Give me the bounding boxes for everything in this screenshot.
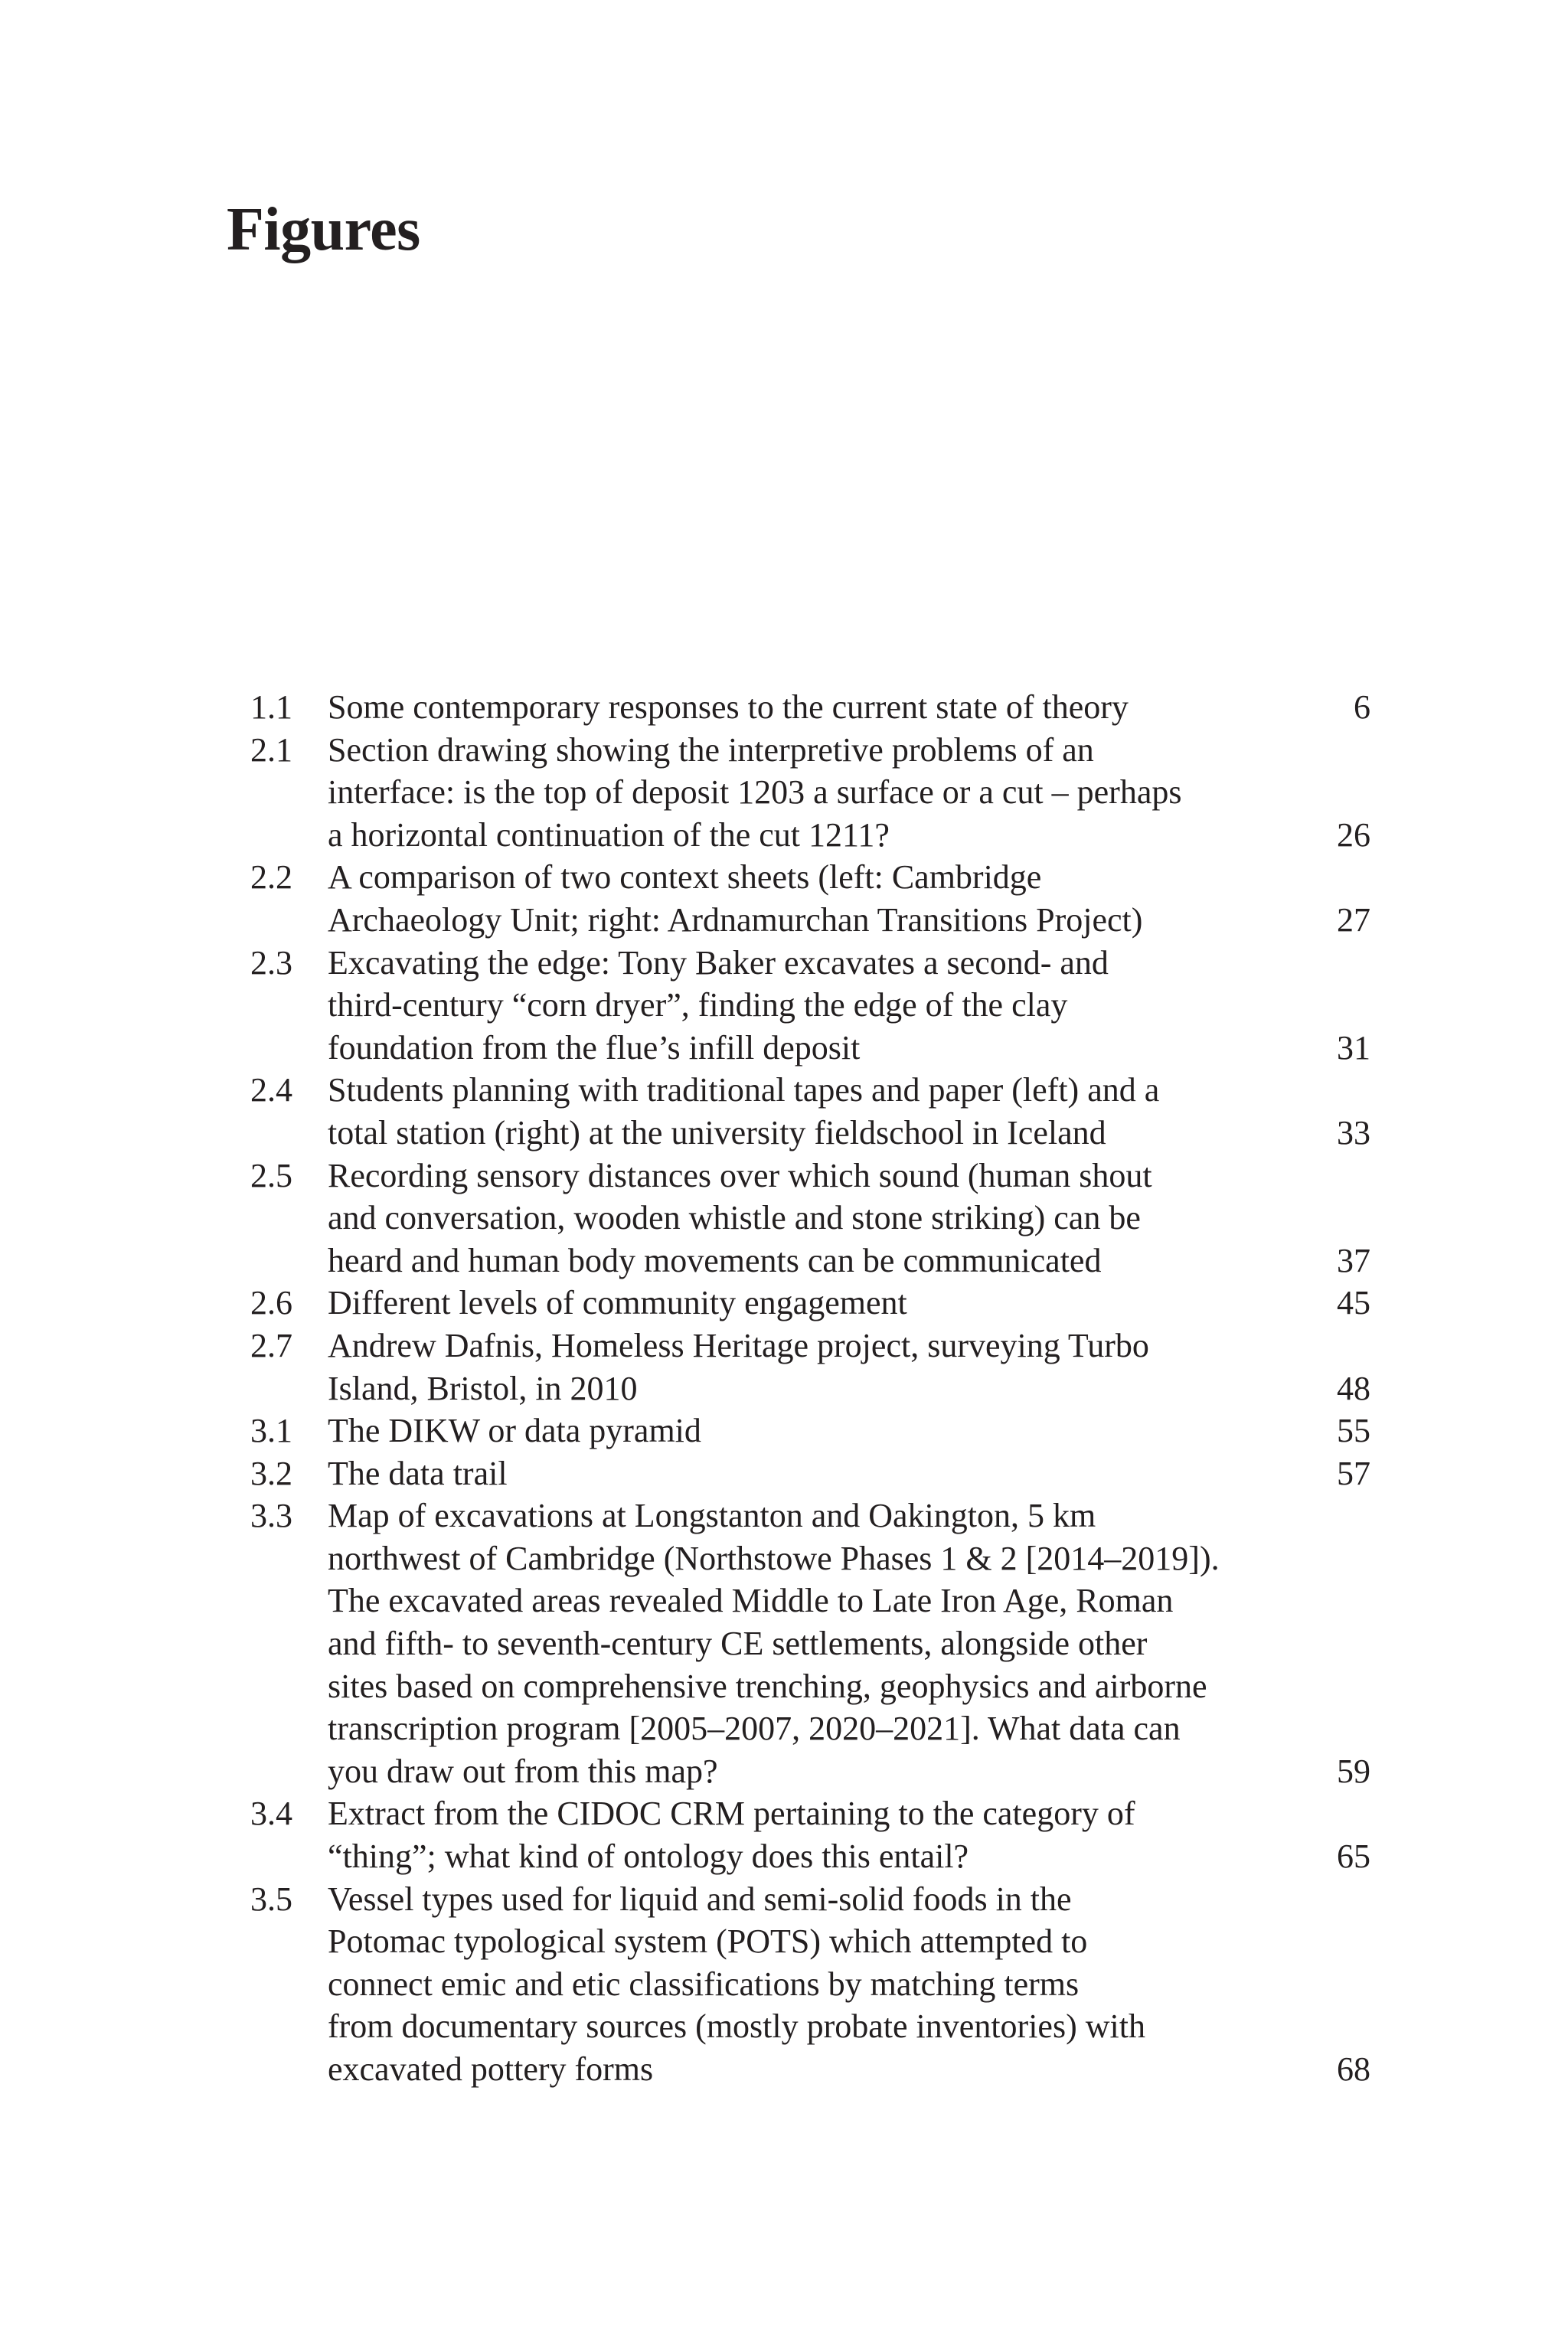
figure-page-number: 65: [1337, 1838, 1370, 1876]
figure-caption: A comparison of two context sheets (left: Cambridge Archaeology Unit; right: Ardnamurchan Transitions Project): [328, 858, 1143, 939]
figure-number: 2.7: [250, 1326, 292, 1364]
figure-number: 2.1: [250, 730, 292, 769]
figure-number: 1.1: [250, 688, 292, 726]
figure-entry: [227, 1452, 1370, 1495]
figure-caption: Excavating the edge: Tony Baker excavates a second- and third-century “corn dryer”, finding the edge of the clay foundation from the flue’s infill deposit: [328, 943, 1109, 1067]
figure-page-number: 59: [1337, 1752, 1370, 1790]
figure-page-number: 55: [1337, 1412, 1370, 1450]
figure-entry: [227, 1410, 1370, 1452]
figure-caption: Different levels of community engagement: [328, 1284, 907, 1322]
figure-entry: [227, 729, 1370, 857]
figure-entry: [227, 1494, 1370, 1792]
figure-page-number: 57: [1337, 1454, 1370, 1492]
figure-page-number: 27: [1337, 900, 1370, 939]
figure-caption: Some contemporary responses to the current state of theory: [328, 688, 1129, 726]
figure-number: 2.3: [250, 943, 292, 982]
figure-entry: [227, 1325, 1370, 1410]
figure-number: 2.5: [250, 1156, 292, 1194]
figure-number: 3.1: [250, 1412, 292, 1450]
figure-caption: Map of excavations at Longstanton and Oakington, 5 km northwest of Cambridge (Northstowe Phases 1 & 2 [2014–2019]). The excavated areas revealed Middle to Late Iron Age, Roman and fifth- to seventh-century CE settlements, alongside other sites based on comprehensive trenching, geophysics and airborne transcription program [2005–2007, 2020–2021]. What data can you draw out from this map?: [328, 1497, 1220, 1790]
figure-caption: The data trail: [328, 1454, 508, 1492]
figure-page-number: 48: [1337, 1369, 1370, 1407]
figure-entry: [227, 1792, 1370, 1877]
figure-entry: [227, 942, 1370, 1070]
figure-number: 2.4: [250, 1071, 292, 1109]
figure-page-number: 68: [1337, 2050, 1370, 2088]
figure-entry: [227, 1155, 1370, 1282]
figure-number: 2.2: [250, 858, 292, 897]
page-title: Figures: [227, 196, 420, 263]
figure-caption: Andrew Dafnis, Homeless Heritage project, surveying Turbo Island, Bristol, in 2010: [328, 1326, 1149, 1407]
figure-number: 3.3: [250, 1497, 292, 1535]
figure-page-number: 6: [1354, 688, 1370, 726]
figure-page-number: 33: [1337, 1113, 1370, 1152]
figure-list: [227, 686, 1370, 2091]
figure-number: 2.6: [250, 1284, 292, 1322]
figure-entry: [227, 1282, 1370, 1325]
figure-page-number: 37: [1337, 1241, 1370, 1279]
figure-caption: Extract from the CIDOC CRM pertaining to the category of “thing”; what kind of ontology does this entail?: [328, 1795, 1135, 1876]
figure-caption: Students planning with traditional tapes and paper (left) and a total station (right) at the university fieldschool in Iceland: [328, 1071, 1160, 1152]
figure-number: 3.2: [250, 1454, 292, 1492]
figure-caption: Vessel types used for liquid and semi-solid foods in the Potomac typological system (POTS) which attempted to connect emic and etic classifications by matching terms from documentary sources (mostly probate inventories) with excavated pottery forms: [328, 1880, 1145, 2088]
figure-caption: The DIKW or data pyramid: [328, 1412, 701, 1450]
figure-entry: [227, 856, 1370, 941]
figure-page-number: 26: [1337, 815, 1370, 854]
figure-entry: [227, 686, 1370, 729]
figure-entry: [227, 1069, 1370, 1154]
figure-number: 3.5: [250, 1880, 292, 1918]
figure-caption: Recording sensory distances over which sound (human shout and conversation, wooden whistle and stone striking) can be heard and human body movements can be communicated: [328, 1156, 1152, 1279]
figure-entry: [227, 1878, 1370, 2091]
figure-page-number: 45: [1337, 1284, 1370, 1322]
figure-caption: Section drawing showing the interpretive problems of an interface: is the top of deposit 1203 a surface or a cut – perhaps a horizontal continuation of the cut 1211?: [328, 730, 1182, 854]
figure-page-number: 31: [1337, 1028, 1370, 1067]
figure-number: 3.4: [250, 1795, 292, 1833]
